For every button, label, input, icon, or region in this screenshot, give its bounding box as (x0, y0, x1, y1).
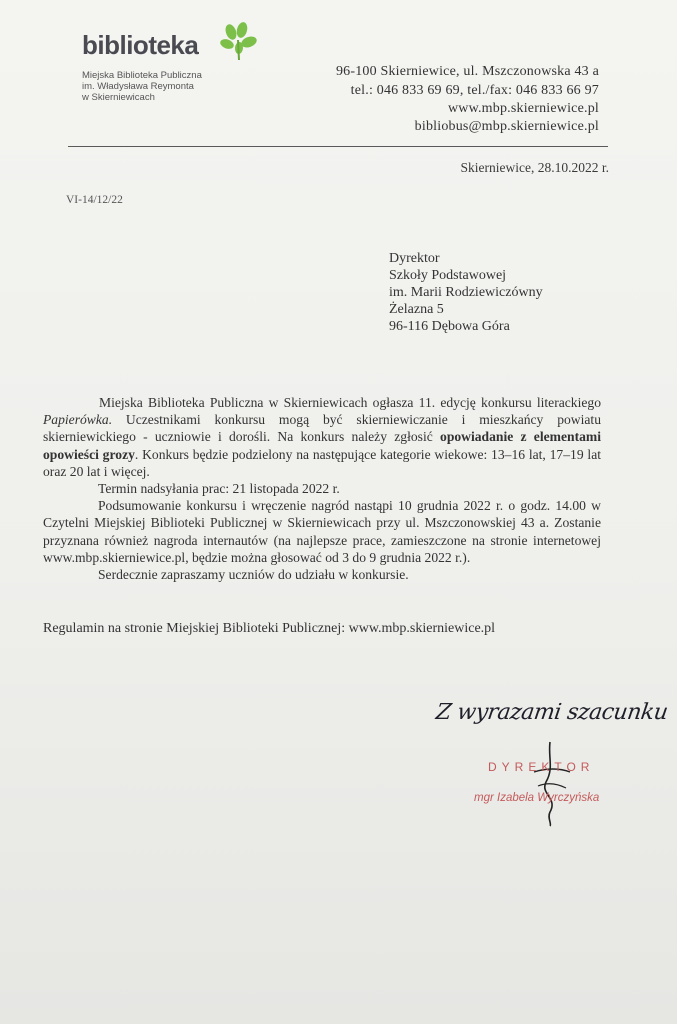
contact-website: www.mbp.skierniewice.pl (447, 101, 599, 116)
contact-phone: tel.: 046 833 69 69, tel./fax: 046 833 66 97 (350, 83, 599, 98)
header-divider (68, 146, 608, 147)
recipient-line-3: im. Marii Rodziewiczówny (389, 285, 543, 300)
leaf-logo-icon (218, 22, 258, 62)
stamp-name: mgr Izabela Wyrczyńska (474, 792, 600, 804)
contest-title: Papierówka. (43, 412, 113, 428)
letter-date: Skierniewice, 28.10.2022 r. (460, 160, 609, 175)
contact-email: bibliobus@mbp.skierniewice.pl (414, 119, 599, 134)
contest-genre: opowiadanie z elementami opowieści grozy (43, 429, 601, 462)
contact-address: 96-100 Skierniewice, ul. Mszczonowska 43 a (335, 64, 599, 79)
letter-body (43, 394, 601, 583)
paragraph-deadline: Termin nadsyłania prac: 21 listopada 2022 r. (98, 481, 340, 497)
closing-handwritten: Z wyrazami szacunku (434, 700, 670, 725)
regulations-note: Regulamin na stronie Miejskiej Biblioteki Publicznej: www.mbp.skierniewice.pl (43, 621, 496, 636)
paragraph-invitation: Serdecznie zapraszamy uczniów do udziału w konkursie. (98, 567, 409, 583)
recipient-line-2: Szkoły Podstawowej (389, 268, 507, 283)
paragraph-summary: Podsumowanie konkursu i wręczenie nagród nastąpi 10 grudnia 2022 r. o godz. 14.00 w Czytelni Miejskiej Biblioteki Publicznej w Skierniewicach przy ul. Mszczonowskiej 43 a. Zostanie przyznana również nagroda internautów (na najlepsze prace, zamieszczone na stronie internetowej www.mbp.skierniewice.pl, będzie można głosować od 3 do 9 grudnia 2022 r.). (43, 498, 601, 565)
logo-line-2: im. Władysława Reymonta (82, 81, 194, 92)
recipient-line-4: Żelazna 5 (389, 302, 444, 317)
signature-mark (520, 738, 580, 828)
logo-line-3: w Skierniewicach (82, 92, 155, 103)
recipient-line-1: Dyrektor (389, 251, 440, 266)
stamp-title: DYREKTOR (488, 760, 595, 774)
logo-wordmark: biblioteka (82, 30, 199, 60)
logo-line-1: Miejska Biblioteka Publiczna (82, 70, 202, 81)
paragraph-announcement: Miejska Biblioteka Publiczna w Skierniewicach ogłasza 11. edycję konkursu literackiego Papierówka. Uczestnikami konkursu mogą być skierniewiczanie i mieszkańcy powiatu skierniewickiego - uczniowie i dorośli. Na konkurs należy zgłosić opowiadanie z elementami opowieści grozy. Konkurs będzie podzielony na następujące kategorie wiekowe: 13–16 lat, 17–19 lat oraz 20 lat i więcej. (43, 395, 602, 479)
recipient-line-5: 96-116 Dębowa Góra (389, 319, 510, 334)
reference-number: VI-14/12/22 (66, 194, 123, 206)
